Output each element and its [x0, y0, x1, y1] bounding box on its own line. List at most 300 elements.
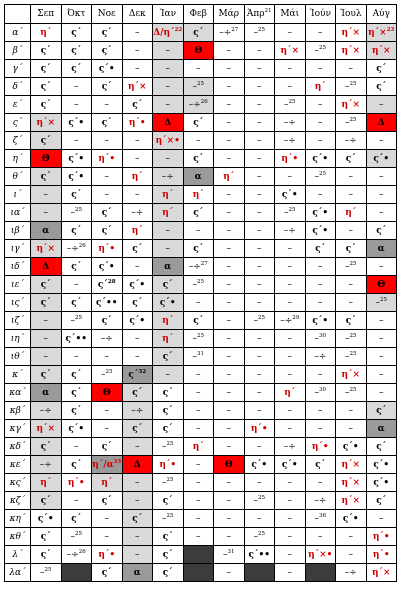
- day-cell: –÷$^{27}$: [214, 24, 245, 42]
- day-cell: –÷$^{27}$: [183, 258, 214, 276]
- day-cell: –: [275, 24, 306, 42]
- day-cell: –: [214, 312, 245, 330]
- day-cell: ς´•: [61, 420, 92, 438]
- day-cell: –: [244, 510, 275, 528]
- day-cell: η´•: [92, 546, 123, 564]
- day-cell: –: [275, 258, 306, 276]
- day-cell: –÷: [336, 564, 367, 582]
- day-cell: –: [214, 438, 245, 456]
- day-cell: ς´: [92, 312, 123, 330]
- day-cell: η´×: [31, 420, 62, 438]
- table-row: [5, 330, 397, 348]
- day-cell: –: [122, 492, 153, 510]
- month-header: Μάι: [275, 5, 306, 24]
- day-cell: ς´: [61, 510, 92, 528]
- day-cell: –: [275, 420, 306, 438]
- table-row: [5, 510, 397, 528]
- day-cell: –: [122, 348, 153, 366]
- day-cell: –: [214, 366, 245, 384]
- day-cell: –: [366, 258, 397, 276]
- day-cell: –: [366, 96, 397, 114]
- row-label: κζ´: [5, 492, 31, 510]
- day-cell: –: [305, 402, 336, 420]
- row-label: κς´: [5, 474, 31, 492]
- day-cell: ς´: [92, 492, 123, 510]
- day-cell: –: [214, 474, 245, 492]
- day-cell: –: [153, 96, 184, 114]
- table-row: [5, 528, 397, 546]
- row-label: ιθ´: [5, 348, 31, 366]
- day-cell: α: [122, 564, 153, 582]
- day-cell: ς´•: [336, 510, 367, 528]
- day-cell: –: [244, 114, 275, 132]
- table-row: [5, 384, 397, 402]
- day-cell: ς´: [183, 114, 214, 132]
- day-cell: α: [366, 240, 397, 258]
- day-cell: η´: [183, 186, 214, 204]
- day-cell: ς´•: [122, 276, 153, 294]
- day-cell: –: [183, 492, 214, 510]
- day-cell: –$^{25}$: [61, 312, 92, 330]
- table-row: [5, 258, 397, 276]
- day-cell: –: [275, 276, 306, 294]
- day-cell: –: [244, 402, 275, 420]
- day-cell: –: [92, 186, 123, 204]
- day-cell: –: [183, 528, 214, 546]
- table-row: [5, 24, 397, 42]
- table-row: [5, 546, 397, 564]
- day-cell: –: [214, 240, 245, 258]
- day-cell: ς´•: [366, 474, 397, 492]
- day-cell: ς´•: [305, 150, 336, 168]
- day-cell: ς´: [366, 438, 397, 456]
- day-cell: ς´: [92, 114, 123, 132]
- day-cell: –: [31, 186, 62, 204]
- day-cell: –: [214, 564, 245, 582]
- day-cell: η´: [31, 24, 62, 42]
- day-cell: –: [153, 78, 184, 96]
- day-cell: η´×: [366, 564, 397, 582]
- day-cell: –: [122, 546, 153, 564]
- day-cell: ς´: [183, 24, 214, 42]
- day-cell: –: [214, 420, 245, 438]
- calendar-table: [4, 4, 397, 582]
- day-cell: ς´: [122, 420, 153, 438]
- day-cell: ς´: [61, 222, 92, 240]
- day-cell: ς´: [122, 96, 153, 114]
- day-cell: ς´••: [61, 330, 92, 348]
- month-header: Ίαν: [153, 5, 184, 24]
- day-cell: η´×•: [153, 132, 184, 150]
- day-cell: –: [214, 222, 245, 240]
- table-row: [5, 366, 397, 384]
- day-cell: –: [61, 78, 92, 96]
- day-cell: –: [214, 132, 245, 150]
- day-cell: –: [214, 402, 245, 420]
- day-cell: η´•: [122, 114, 153, 132]
- day-cell: –: [31, 348, 62, 366]
- day-cell: –: [305, 474, 336, 492]
- table-row: [5, 276, 397, 294]
- day-cell: ς´: [153, 348, 184, 366]
- day-cell: ς´: [61, 402, 92, 420]
- day-cell: η´×: [336, 456, 367, 474]
- day-cell: –: [275, 330, 306, 348]
- day-cell: ς´: [31, 42, 62, 60]
- day-cell: ς´: [61, 24, 92, 42]
- day-cell: –: [122, 528, 153, 546]
- day-cell: –: [275, 564, 306, 582]
- day-cell: ς´: [183, 150, 214, 168]
- day-cell: –: [214, 510, 245, 528]
- table-row: [5, 114, 397, 132]
- day-cell: –: [305, 96, 336, 114]
- day-cell: η´•: [275, 150, 306, 168]
- row-label: κε´: [5, 456, 31, 474]
- day-cell: –: [275, 168, 306, 186]
- day-cell: –$^{25}$: [183, 276, 214, 294]
- day-cell: –: [183, 510, 214, 528]
- day-cell: –: [305, 60, 336, 78]
- day-cell: –÷$^{26}$: [61, 546, 92, 564]
- day-cell: ς´: [122, 294, 153, 312]
- day-cell: ς´: [122, 240, 153, 258]
- day-cell: –$^{25}$: [153, 510, 184, 528]
- day-cell: $\eta´/\alpha^{33}$: [92, 456, 123, 474]
- day-cell: ς´: [153, 402, 184, 420]
- day-cell: –$^{25}$: [61, 204, 92, 222]
- day-cell: –: [92, 132, 123, 150]
- row-label: κη´: [5, 510, 31, 528]
- day-cell: ς´: [122, 510, 153, 528]
- day-cell: –: [305, 366, 336, 384]
- day-cell: –$^{25}$: [336, 384, 367, 402]
- day-cell: –: [336, 546, 367, 564]
- day-cell: ς´: [92, 222, 123, 240]
- day-cell: η´: [153, 312, 184, 330]
- table-row: [5, 240, 397, 258]
- table-row: [5, 492, 397, 510]
- day-cell: –: [244, 294, 275, 312]
- day-cell: –: [122, 42, 153, 60]
- row-label: ιε´: [5, 276, 31, 294]
- day-cell: –$^{25}$: [61, 528, 92, 546]
- day-cell: –÷: [153, 168, 184, 186]
- row-label: ια´: [5, 204, 31, 222]
- day-cell: –: [244, 474, 275, 492]
- day-cell: η´•: [92, 150, 123, 168]
- day-cell: ς´•: [366, 456, 397, 474]
- day-cell: –: [244, 42, 275, 60]
- day-cell: –: [244, 60, 275, 78]
- day-cell: –: [336, 402, 367, 420]
- day-cell: ς´: [153, 492, 184, 510]
- month-header: Όκτ: [61, 5, 92, 24]
- day-cell: ς´: [31, 96, 62, 114]
- month-header: Σεπ: [31, 5, 62, 24]
- row-label: κγ´: [5, 420, 31, 438]
- day-cell: –: [305, 276, 336, 294]
- day-cell: ς´•: [31, 510, 62, 528]
- row-label: ι´: [5, 186, 31, 204]
- day-cell: η´: [153, 204, 184, 222]
- table-row: [5, 60, 397, 78]
- day-cell: –: [61, 96, 92, 114]
- table-row: [5, 294, 397, 312]
- day-cell: ς´•: [244, 456, 275, 474]
- day-cell: η´×: [336, 24, 367, 42]
- day-cell: –: [122, 258, 153, 276]
- day-cell: ς´: [31, 366, 62, 384]
- day-cell: –: [214, 330, 245, 348]
- day-cell: –: [214, 96, 245, 114]
- day-cell: –$^{30}$: [305, 384, 336, 402]
- day-cell: η´: [153, 186, 184, 204]
- day-cell: ς´: [61, 384, 92, 402]
- table-row: [5, 402, 397, 420]
- day-cell: ς´: [92, 24, 123, 42]
- day-cell: –: [183, 132, 214, 150]
- day-cell: Θ: [214, 456, 245, 474]
- day-cell: ς´: [153, 528, 184, 546]
- day-cell: ς´: [92, 438, 123, 456]
- day-cell: η´×: [31, 240, 62, 258]
- day-cell: –: [275, 528, 306, 546]
- day-cell: –$^{25}$: [244, 528, 275, 546]
- day-cell: ς´: [92, 564, 123, 582]
- day-cell: –÷: [122, 402, 153, 420]
- day-cell: –$^{25}$: [305, 42, 336, 60]
- day-cell: –$^{25}$: [153, 474, 184, 492]
- day-cell: –: [275, 60, 306, 78]
- day-cell: ς´: [31, 528, 62, 546]
- day-cell: ς´: [366, 60, 397, 78]
- day-cell: –: [183, 420, 214, 438]
- day-cell: ς´: [31, 168, 62, 186]
- day-cell: –÷: [275, 222, 306, 240]
- month-header: Δεκ: [122, 5, 153, 24]
- day-cell: ς´: [366, 78, 397, 96]
- day-cell: ς´: [153, 546, 184, 564]
- day-cell: –: [366, 510, 397, 528]
- day-cell: ς´•: [92, 60, 123, 78]
- day-cell: –: [244, 186, 275, 204]
- day-cell: –: [305, 114, 336, 132]
- day-cell: ς´: [31, 294, 62, 312]
- table-row: [5, 564, 397, 582]
- day-cell: ς´: [31, 132, 62, 150]
- day-cell: –: [214, 42, 245, 60]
- day-cell: ς´: [31, 60, 62, 78]
- day-cell: η´: [153, 330, 184, 348]
- day-cell: ς´: [336, 150, 367, 168]
- day-cell: –: [214, 258, 245, 276]
- day-cell: –: [244, 276, 275, 294]
- row-label: ιδ´: [5, 258, 31, 276]
- day-cell: –: [214, 150, 245, 168]
- row-label: θ´: [5, 168, 31, 186]
- row-label: ιβ´: [5, 222, 31, 240]
- day-cell: ς´•: [275, 186, 306, 204]
- day-cell: –÷: [336, 132, 367, 150]
- day-cell: –: [305, 420, 336, 438]
- day-cell: η´: [31, 474, 62, 492]
- day-cell: –: [122, 438, 153, 456]
- day-cell: –: [244, 204, 275, 222]
- day-cell: –: [275, 474, 306, 492]
- day-cell: –: [183, 474, 214, 492]
- day-cell: ς´•: [122, 312, 153, 330]
- day-cell: –: [244, 168, 275, 186]
- day-cell: –: [214, 60, 245, 78]
- day-cell: –: [122, 24, 153, 42]
- day-cell: –: [122, 330, 153, 348]
- day-cell: –$^{25}$: [244, 492, 275, 510]
- row-label: ις´: [5, 294, 31, 312]
- day-cell: –÷: [92, 330, 123, 348]
- day-cell: –: [336, 222, 367, 240]
- day-cell: –: [244, 96, 275, 114]
- month-header: Άπρ$^{21}$: [244, 5, 275, 24]
- day-cell: –: [214, 276, 245, 294]
- day-cell: –: [153, 150, 184, 168]
- day-cell: ς´•: [366, 150, 397, 168]
- day-cell: ς´•: [61, 168, 92, 186]
- day-cell: –: [214, 186, 245, 204]
- day-cell: α: [31, 384, 62, 402]
- day-cell: η´•: [153, 456, 184, 474]
- day-cell: –: [336, 168, 367, 186]
- day-cell: η´: [92, 474, 123, 492]
- day-cell: –: [183, 294, 214, 312]
- table-row: [5, 42, 397, 60]
- day-cell: ς´•: [336, 438, 367, 456]
- day-cell: –$^{25}$: [183, 330, 214, 348]
- day-cell: –$^{25}$: [336, 258, 367, 276]
- day-cell: –: [122, 60, 153, 78]
- day-cell: ς´: [61, 294, 92, 312]
- day-cell: –: [244, 78, 275, 96]
- day-cell: –: [214, 78, 245, 96]
- day-cell: –: [31, 312, 62, 330]
- table-row: [5, 78, 397, 96]
- day-cell: ς´•: [305, 312, 336, 330]
- day-cell: ς´: [92, 78, 123, 96]
- row-label: κβ´: [5, 402, 31, 420]
- day-cell: η´: [214, 168, 245, 186]
- day-cell: –: [153, 240, 184, 258]
- day-cell: –: [366, 132, 397, 150]
- day-cell: –$^{25}$: [275, 96, 306, 114]
- day-cell: ς´•: [61, 114, 92, 132]
- row-label: δ´: [5, 78, 31, 96]
- day-cell: ς´: [61, 186, 92, 204]
- row-label: ς´: [5, 114, 31, 132]
- day-cell: η´×: [336, 474, 367, 492]
- day-cell: η´×: [122, 78, 153, 96]
- row-label: κα´: [5, 384, 31, 402]
- day-cell: –$^{25}$: [336, 348, 367, 366]
- day-cell: ς´: [183, 204, 214, 222]
- day-cell: ς´$^{28}$: [92, 276, 123, 294]
- day-cell: –: [214, 528, 245, 546]
- day-cell: Δ/η´$^{22}$: [153, 24, 184, 42]
- day-cell: –$^{25}$: [336, 78, 367, 96]
- month-header: Νοε: [92, 5, 123, 24]
- day-cell: –$^{31}$: [183, 348, 214, 366]
- day-cell: –: [61, 348, 92, 366]
- day-cell: η´: [122, 168, 153, 186]
- day-cell: –÷: [305, 492, 336, 510]
- day-cell: η´×: [366, 42, 397, 60]
- month-header: Ίουλ: [336, 5, 367, 24]
- day-cell: η´•: [61, 474, 92, 492]
- day-cell: [183, 546, 214, 564]
- day-cell: –: [214, 294, 245, 312]
- month-header-row: [5, 5, 397, 24]
- day-cell: η´: [336, 204, 367, 222]
- corner-cell: [5, 5, 31, 24]
- day-cell: –: [366, 366, 397, 384]
- day-cell: ς´•: [92, 258, 123, 276]
- day-cell: –: [336, 294, 367, 312]
- day-cell: –÷: [275, 132, 306, 150]
- day-cell: ς´: [122, 384, 153, 402]
- row-label: ιη´: [5, 330, 31, 348]
- day-cell: η´×: [336, 492, 367, 510]
- day-cell: α: [183, 168, 214, 186]
- day-cell: –: [275, 78, 306, 96]
- table-row: [5, 438, 397, 456]
- day-cell: –: [92, 528, 123, 546]
- day-cell: –: [244, 240, 275, 258]
- day-cell: ς´••: [92, 294, 123, 312]
- day-cell: –: [61, 132, 92, 150]
- day-cell: ς´$^{32}$: [122, 366, 153, 384]
- day-cell: –: [244, 222, 275, 240]
- day-cell: –: [183, 366, 214, 384]
- day-cell: η´: [275, 384, 306, 402]
- day-cell: –: [183, 384, 214, 402]
- day-cell: –: [305, 24, 336, 42]
- row-label: β´: [5, 42, 31, 60]
- day-cell: –: [275, 366, 306, 384]
- day-cell: η´: [122, 222, 153, 240]
- day-cell: –: [305, 132, 336, 150]
- table-body: [5, 24, 397, 582]
- day-cell: Θ: [183, 42, 214, 60]
- day-cell: –$^{30}$: [305, 330, 336, 348]
- day-cell: [305, 564, 336, 582]
- day-cell: ς´: [92, 42, 123, 60]
- day-cell: –$^{25}$: [31, 564, 62, 582]
- day-cell: –$^{25}$: [336, 330, 367, 348]
- day-cell: ς´: [153, 276, 184, 294]
- month-header: Ίούν: [305, 5, 336, 24]
- day-cell: η´•: [366, 528, 397, 546]
- day-cell: –: [214, 114, 245, 132]
- day-cell: ς´: [366, 222, 397, 240]
- day-cell: –$^{25}$: [244, 312, 275, 330]
- day-cell: –: [31, 204, 62, 222]
- day-cell: ς´: [61, 456, 92, 474]
- day-cell: α: [31, 222, 62, 240]
- day-cell: –: [122, 150, 153, 168]
- row-label: κ´: [5, 366, 31, 384]
- day-cell: –÷$^{29}$: [275, 312, 306, 330]
- day-cell: –: [366, 330, 397, 348]
- day-cell: ς´: [183, 240, 214, 258]
